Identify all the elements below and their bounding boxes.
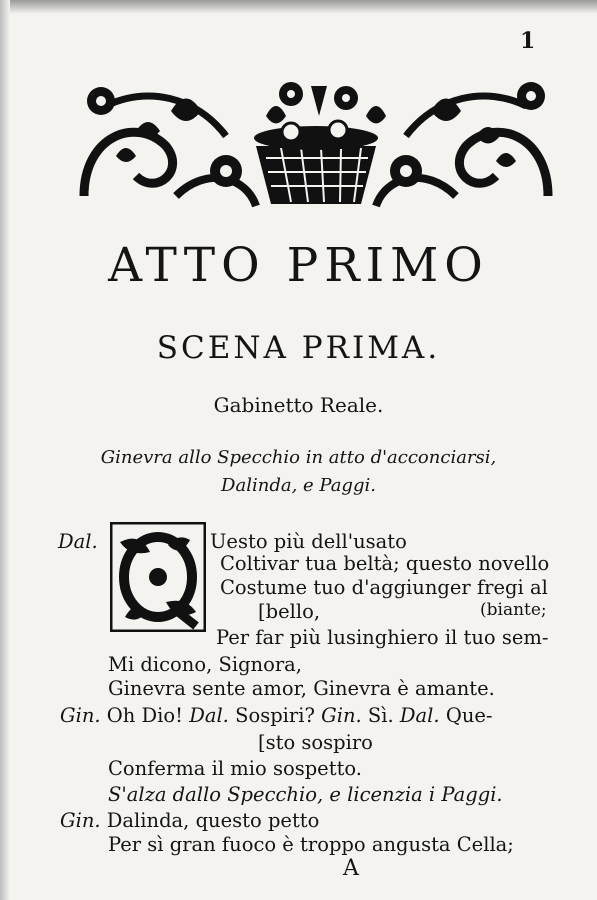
- line-7: Ginevra sente amor, Ginevra è amante.: [108, 677, 495, 700]
- signature-mark: A: [343, 856, 359, 881]
- speaker-label: Dal.: [399, 704, 440, 727]
- stage-direction-line-1: Ginevra allo Specchio in atto d'acconciarsi,: [100, 447, 497, 468]
- speaker-label: Dal.: [189, 704, 229, 727]
- line-8-text-2: Sospiri?: [235, 704, 315, 727]
- line-4-a: [bello,: [258, 600, 321, 623]
- line-13: Per sì gran fuoco è troppo angusta Cella;: [108, 833, 514, 856]
- line-3: Costume tuo d'aggiunger fregi al: [220, 576, 548, 599]
- line-6: Mi dicono, Signora,: [108, 653, 303, 676]
- dropcap-letter: Q: [157, 628, 159, 629]
- line-12: [60, 809, 319, 832]
- floral-headpiece-ornament: [76, 76, 556, 216]
- decorated-dropcap: [110, 522, 206, 632]
- page-top-shadow: [0, 0, 597, 14]
- line-10: Conferma il mio sospetto.: [108, 757, 362, 780]
- line-1: [58, 530, 98, 553]
- line-12-text: Dalinda, questo petto: [106, 809, 320, 832]
- speaker-label: Gin.: [321, 704, 362, 727]
- page-number: 1: [520, 28, 536, 54]
- speaker-label: Gin.: [60, 704, 101, 727]
- line-8-text-1: Oh Dio!: [106, 704, 183, 727]
- scene-title: SCENA PRIMA.: [156, 330, 441, 366]
- speaker-label: Dal.: [58, 530, 98, 553]
- speaker-label: Gin.: [60, 809, 101, 832]
- line-9: [sto sospiro: [258, 731, 373, 754]
- line-4-b: (biante;: [480, 600, 547, 620]
- line-8: [60, 704, 493, 727]
- act-title: ATTO PRIMO: [108, 238, 489, 293]
- line-11-stage-direction: S'alza dallo Specchio, e licenzia i Paggi.: [108, 783, 503, 806]
- setting-heading: Gabinetto Reale.: [213, 393, 384, 417]
- line-8-text-3: Sì.: [367, 704, 394, 727]
- stage-direction-line-2: Dalinda, e Paggi.: [221, 475, 376, 496]
- line-8-text-4: Que-: [445, 704, 493, 727]
- line-1-text: Uesto più dell'usato: [210, 530, 407, 553]
- line-2: Coltivar tua beltà; questo novello: [220, 552, 550, 575]
- line-5: Per far più lusinghiero il tuo sem-: [216, 626, 549, 649]
